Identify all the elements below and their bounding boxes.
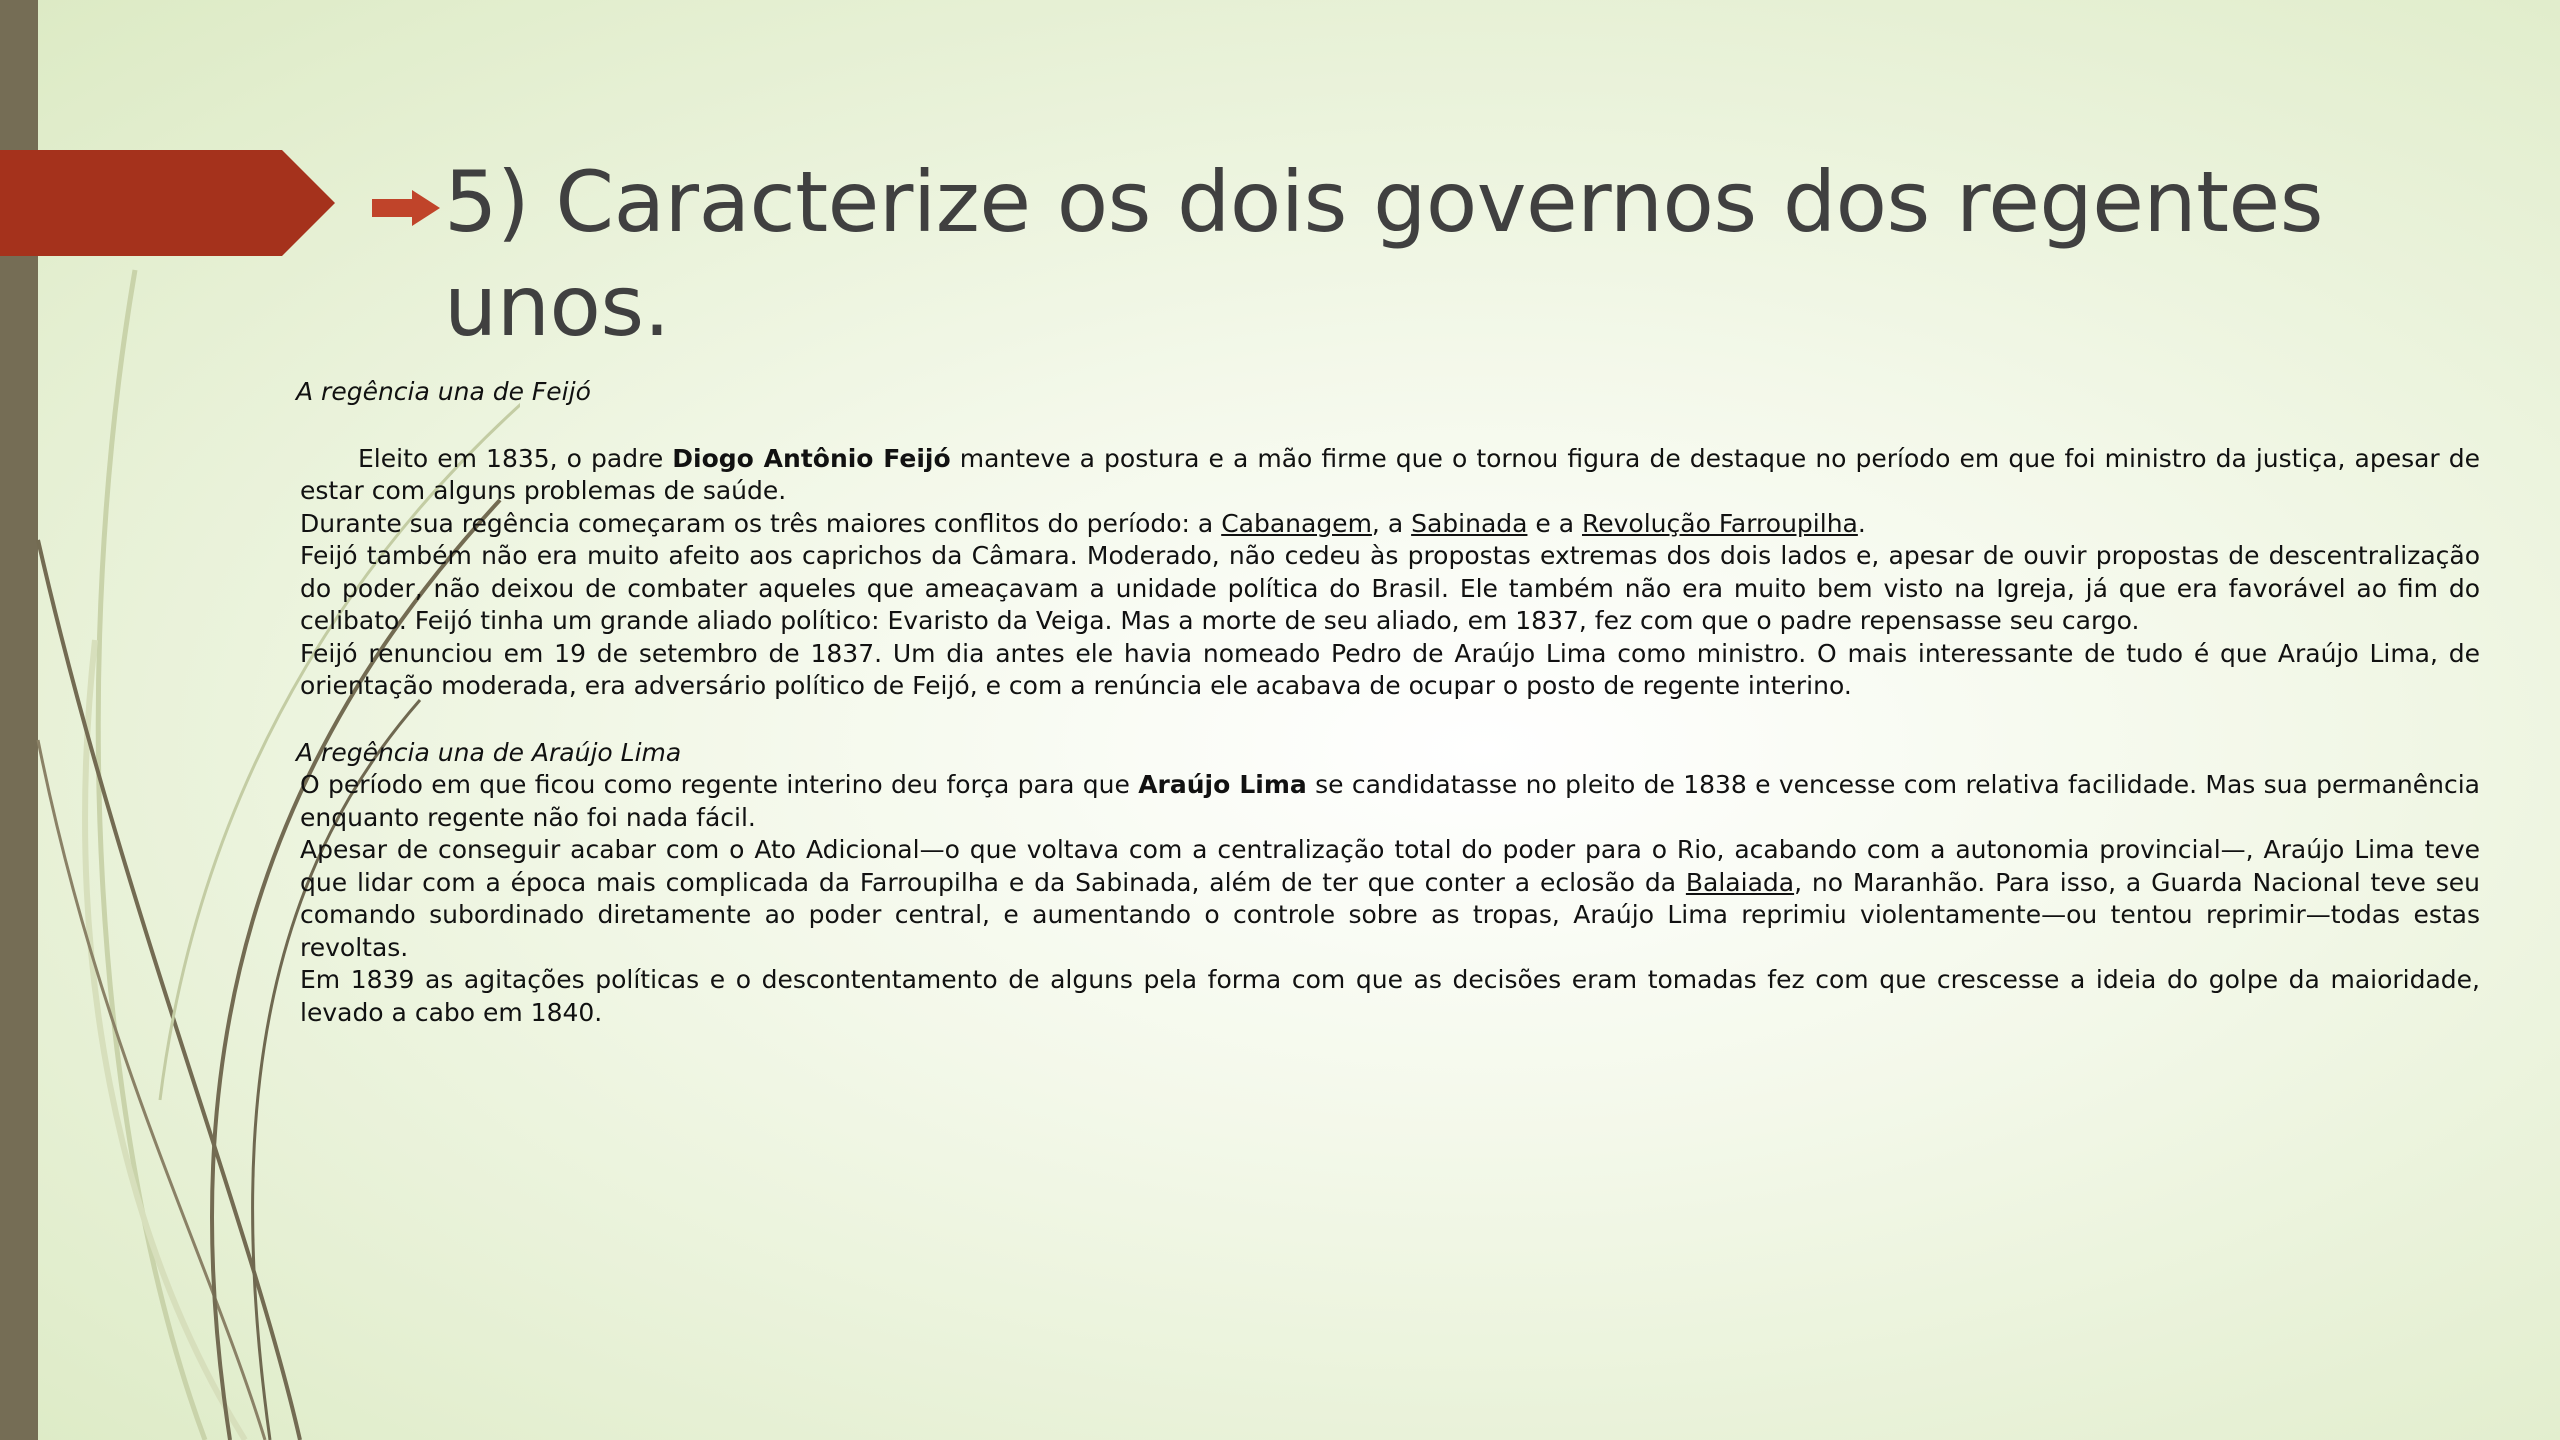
- text-segment: Apesar de conseguir acabar com o Ato Adicional—o que voltava com a centralização total do poder para o Rio, acabando com a autonomia provincial—, Araújo Lima teve que lidar com a época mais complicada da Farroupilha e da Sabinada, além de ter que conter a eclosão da: [300, 835, 2480, 897]
- paragraph-ato-adicional: [300, 834, 2480, 964]
- paragraph-camara: Feijó também não era muito afeito aos caprichos da Câmara. Moderado, não cedeu às propostas extremas dos dois lados e, apesar de ouvir propostas de descentralização do poder, não deixou de combater aqueles que ameaçavam a unidade política do Brasil. Ele também não era muito bem visto na Igreja, já que era favorável ao fim do celibato. Feijó tinha um grande aliado político: Evaristo da Veiga. Mas a morte de seu aliado, em 1837, fez com que o padre repensasse seu cargo.: [300, 541, 2480, 635]
- arrow-bullet-icon: [372, 190, 440, 226]
- link-sabinada[interactable]: Sabinada: [1411, 508, 1528, 538]
- paragraph-araujo-election: [300, 769, 2480, 834]
- text-segment: e a: [1527, 508, 1582, 538]
- paragraph-maioridade: Em 1839 as agitações políticas e o descontentamento de alguns pela forma com que as decisões eram tomadas fez com que crescesse a ideia do golpe da maioridade, levado a cabo em 1840.: [300, 965, 2480, 1027]
- section-heading-feijo: A regência una de Feijó: [296, 377, 591, 406]
- paragraph-conflicts: [300, 508, 2480, 541]
- title-block: [372, 150, 2372, 358]
- title-ribbon-arrow: [0, 150, 335, 256]
- text-segment: , a: [1371, 508, 1412, 538]
- link-revolucao-farroupilha[interactable]: Revolução Farroupilha: [1582, 508, 1858, 538]
- text-segment: Eleito em 1835, o padre: [358, 443, 673, 473]
- link-balaiada[interactable]: Balaiada: [1685, 867, 1795, 897]
- text-segment: se candidatasse no pleito de 1838 e vencesse com relativa facilidade. Mas sua permanência enquanto regente não foi nada fácil.: [300, 770, 2480, 832]
- text-segment: .: [1857, 508, 1866, 538]
- bold-name-feijo: Diogo Antônio Feijó: [672, 443, 951, 473]
- text-segment: O período em que ficou como regente interino deu força para que: [300, 770, 1139, 799]
- paragraph-renuncia: Feijó renunciou em 19 de setembro de 1837. Um dia antes ele havia nomeado Pedro de Araújo Lima como ministro. O mais interessante de tudo é que Araújo Lima, de orientação moderada, era adversário político de Feijó, e com a renúncia ele acabava de ocupar o posto de regente interino.: [300, 638, 2480, 700]
- bold-name-araujo-lima: Araújo Lima: [1138, 770, 1307, 799]
- text-segment: , no Maranhão. Para isso, a Guarda Nacional teve seu comando subordinado diretamente ao poder central, e aumentando o controle sobre as tropas, Araújo Lima reprimiu violentamente—ou tentou reprimir—todas estas revoltas.: [300, 867, 2480, 962]
- text-segment: Durante sua regência começaram os três maiores conflitos do período: a: [300, 508, 1222, 538]
- link-cabanagem[interactable]: Cabanagem: [1221, 508, 1372, 538]
- paragraph-feijo-election: [300, 443, 2480, 508]
- section-heading-araujo-lima: A regência una de Araújo Lima: [296, 737, 682, 767]
- slide-title: 5) Caracterize os dois governos dos regentes unos.: [444, 153, 2323, 355]
- text-segment: manteve a postura e a mão firme que o tornou figura de destaque no período em que foi ministro da justiça, apesar de estar com alguns problemas de saúde.: [300, 443, 2481, 505]
- slide-body: [296, 376, 2481, 1029]
